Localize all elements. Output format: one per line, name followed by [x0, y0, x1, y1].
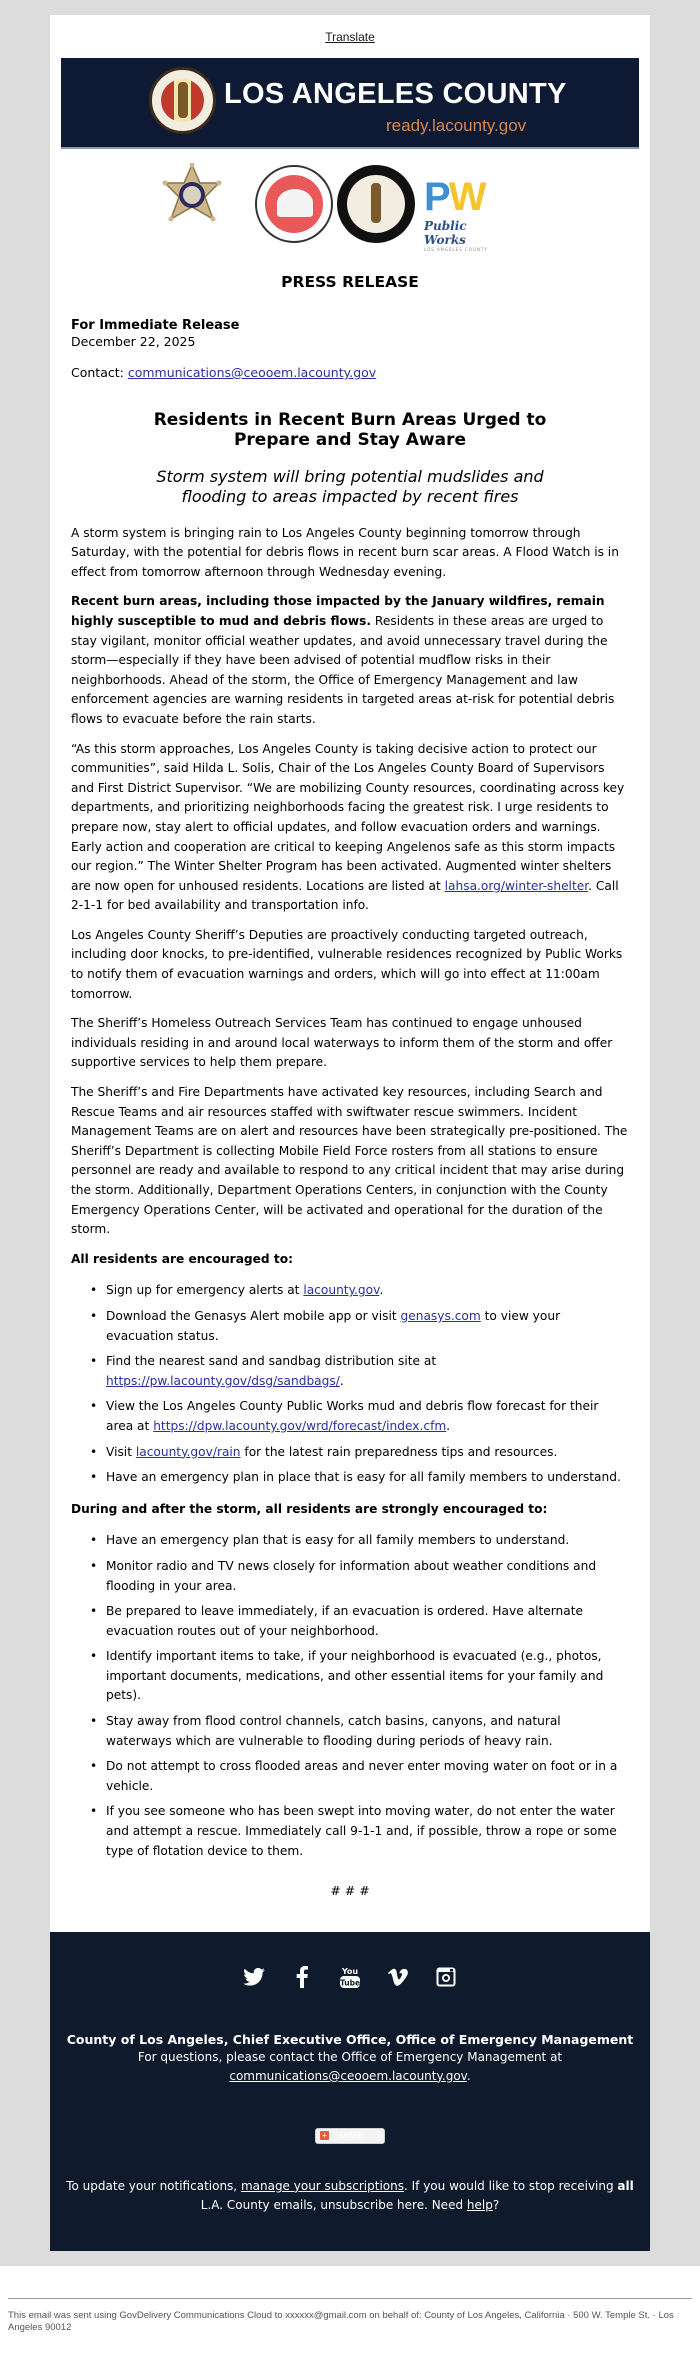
- end-mark: # # #: [330, 1883, 370, 1899]
- fine-print: This email was sent using GovDelivery Communications Cloud to xxxxxx@gmail.com on behalf of: County of Los Angeles, California · 500 W. Temple St. · Los Angeles 90012: [8, 2309, 674, 2333]
- header-banner: [61, 58, 639, 149]
- twitter-icon[interactable]: [242, 1964, 267, 1989]
- list-item: • View the Los Angeles County Public Works mud and debris flow forecast for their area at https://dpw.lacounty.gov/wrd/forecast/index.cfm.: [90, 1397, 629, 1436]
- list-item: • Visit lacounty.gov/rain for the latest rain preparedness tips and resources.: [90, 1443, 629, 1463]
- lacounty-link[interactable]: lacounty.gov: [303, 1283, 380, 1298]
- delivery-footer: [0, 2266, 700, 2344]
- partner-logos: [50, 149, 650, 264]
- sheriff-star-badge-icon: [161, 163, 223, 231]
- list-item: • If you see someone who has been swept into moving water, do not enter the water and attempt a rescue. Immediately call 9-1-1 and, if possible, throw a rope or some type of flotation device to them.: [90, 1802, 629, 1861]
- help-link[interactable]: help: [466, 2197, 493, 2212]
- email-card: [50, 15, 650, 2251]
- manage-subscriptions-text: To update your notifications, manage your subscriptions. If you would like to stop receiving all L.A. County emails, unsubscribe here. Need help?: [66, 2178, 634, 2212]
- contact-email-link[interactable]: communications@ceooem.lacounty.gov: [127, 365, 377, 380]
- list-item: • Download the Genasys Alert mobile app or visit genasys.com to view your evacuation status.: [90, 1307, 629, 1346]
- list-item: • Have an emergency plan in place that is easy for all family members to understand.: [90, 1468, 629, 1488]
- translate-link[interactable]: Translate: [325, 30, 375, 44]
- contact-line: Contact: communications@ceooem.lacounty.gov: [71, 365, 377, 380]
- share-button[interactable]: + SHARE: [315, 2128, 385, 2144]
- press-release-body: [50, 270, 650, 1932]
- footer-email-line: communications@ceooem.lacounty.gov.: [229, 2068, 471, 2083]
- email-footer: [50, 1932, 650, 2251]
- svg-text:You: You: [341, 1966, 359, 1976]
- oem-seal-icon: [337, 165, 415, 243]
- instagram-icon[interactable]: [434, 1964, 459, 1989]
- paragraph-quote: “As this storm approaches, Los Angeles County is taking decisive action to protect our communities”, said Hilda L. Solis, Chair of the Los Angeles County Board of Supervisors and First District Supervisor. “We are mobilizing County resources, coordinating across key departments, and prioritizing neighborhoods facing the greatest risk. I urge residents to prepare now, stay alert to official updates, and follow evacuation orders and warnings. Early action and cooperation are critical to keeping Angelenos safe as this storm impacts our region.” The Winter Shelter Program has been activated. Augmented winter shelters are now open for unhoused residents. Locations are listed at lahsa.org/winter-shelter. Call 2-1-1 for bed availability and transportation info.: [71, 741, 625, 913]
- during-after-list: [71, 1531, 629, 1861]
- list-item: • Identify important items to take, if your neighborhood is evacuated (e.g., photos, important documents, medications, and other essential items for your family and pets).: [90, 1647, 629, 1706]
- footer-questions: For questions, please contact the Office of Emergency Management at: [137, 2049, 563, 2064]
- list-heading-during-after: During and after the storm, all residents are strongly encouraged to:: [71, 1501, 548, 1516]
- rain-link[interactable]: lacounty.gov/rain: [135, 1444, 241, 1459]
- encouraged-list: [71, 1281, 629, 1487]
- list-item: • Stay away from flood control channels, catch basins, canyons, and natural waterways which are vulnerable to flooding during periods of heavy rain.: [90, 1712, 629, 1751]
- list-item: • Do not attempt to cross flooded areas and never enter moving water on foot or in a vehicle.: [90, 1757, 629, 1796]
- headline: Residents in Recent Burn Areas Urged to Prepare and Stay Aware: [153, 409, 547, 450]
- list-item: • Be prepared to leave immediately, if an evacuation is ordered. Have alternate evacuation routes out of your neighborhood.: [90, 1602, 629, 1641]
- list-heading-encouraged: All residents are encouraged to:: [71, 1251, 293, 1266]
- list-item: • Sign up for emergency alerts at lacounty.gov.: [90, 1281, 629, 1301]
- banner-title: LOS ANGELES COUNTY: [224, 78, 567, 110]
- sandbags-link[interactable]: https://pw.lacounty.gov/dsg/sandbags/: [106, 1373, 340, 1388]
- la-county-seal-icon: [149, 67, 216, 134]
- paragraph-burn-areas: Recent burn areas, including those impacted by the January wildfires, remain highly susceptible to mud and debris flows. Residents in these areas are urged to stay vigilant, monitor official weather updates, and avoid unnecessary travel during the storm—especially if they have been advised of potential mudflow risks in their neighborhoods. Ahead of the storm, the Office of Emergency Management and law enforcement agencies are warning residents in targeted areas at-risk for potential debris flows to evacuate before the rain starts.: [71, 594, 615, 726]
- paragraph-homeless-outreach: The Sheriff’s Homeless Outreach Services Team has continued to engage unhoused individuals residing in and around local waterways to inform them of the storm and offer supportive services to help them prepare.: [71, 1016, 613, 1070]
- release-date: December 22, 2025: [71, 334, 196, 349]
- winter-shelter-link[interactable]: lahsa.org/winter-shelter: [444, 878, 589, 893]
- vimeo-icon[interactable]: [386, 1964, 411, 1989]
- translate-bar: [50, 15, 650, 58]
- footer-email-link[interactable]: communications@ceooem.lacounty.gov: [229, 2068, 467, 2083]
- list-item: • Monitor radio and TV news closely for information about weather conditions and flooding in your area.: [90, 1557, 629, 1596]
- paragraph-resources: The Sheriff’s and Fire Departments have activated key resources, including Search and Rescue Teams and air resources staffed with swiftwater rescue swimmers. Incident Management Teams are on alert and resources have been strategically pre-positioned. The Sheriff’s Department is collecting Mobile Field Force rosters from all stations to ensure personnel are ready and available to respond to any critical incident that may arise during the storm. Additionally, Department Operations Centers, in conjunction with the County Emergency Operations Center, will be activated and operational for the duration of the storm.: [71, 1085, 628, 1237]
- paragraph-deputies: Los Angeles County Sheriff’s Deputies are proactively conducting targeted outreach, including door knocks, to pre-identified, vulnerable residences recognized by Public Works to notify them of evacuation warnings and orders, which will go into effect at 11:00am tomorrow.: [71, 927, 623, 1001]
- press-release-label: PRESS RELEASE: [281, 273, 419, 291]
- fire-department-seal-icon: [255, 165, 333, 243]
- manage-subscriptions-link[interactable]: manage your subscriptions: [240, 2178, 404, 2193]
- public-works-logo-icon: PW Public Works LOS ANGELES COUNTY: [424, 175, 488, 252]
- release-type: For Immediate Release: [71, 318, 240, 333]
- divider: [8, 2298, 692, 2299]
- list-item: • Find the nearest sand and sandbag distribution site at https://pw.lacounty.gov/dsg/sandbags/.: [90, 1352, 629, 1391]
- subheadline: Storm system will bring potential mudslides and flooding to areas impacted by recent fires: [156, 466, 544, 506]
- list-item: • Have an emergency plan that is easy for all family members to understand.: [90, 1531, 629, 1551]
- plus-icon: +: [320, 2131, 329, 2140]
- social-links: [50, 1962, 650, 1992]
- svg-text:Tube: Tube: [339, 1978, 361, 1988]
- paragraph-intro: A storm system is bringing rain to Los Angeles County beginning tomorrow through Saturday, with the potential for debris flows in recent burn scar areas. A Flood Watch is in effect from tomorrow afternoon through Wednesday evening.: [71, 525, 619, 579]
- banner-url: ready.lacounty.gov: [386, 116, 527, 135]
- genasys-link[interactable]: genasys.com: [400, 1308, 481, 1323]
- forecast-link[interactable]: https://dpw.lacounty.gov/wrd/forecast/index.cfm: [153, 1418, 447, 1433]
- facebook-icon[interactable]: [290, 1964, 315, 1989]
- youtube-icon[interactable]: [338, 1964, 363, 1989]
- footer-org-name: County of Los Angeles, Chief Executive Office, Office of Emergency Management: [66, 2031, 634, 2047]
